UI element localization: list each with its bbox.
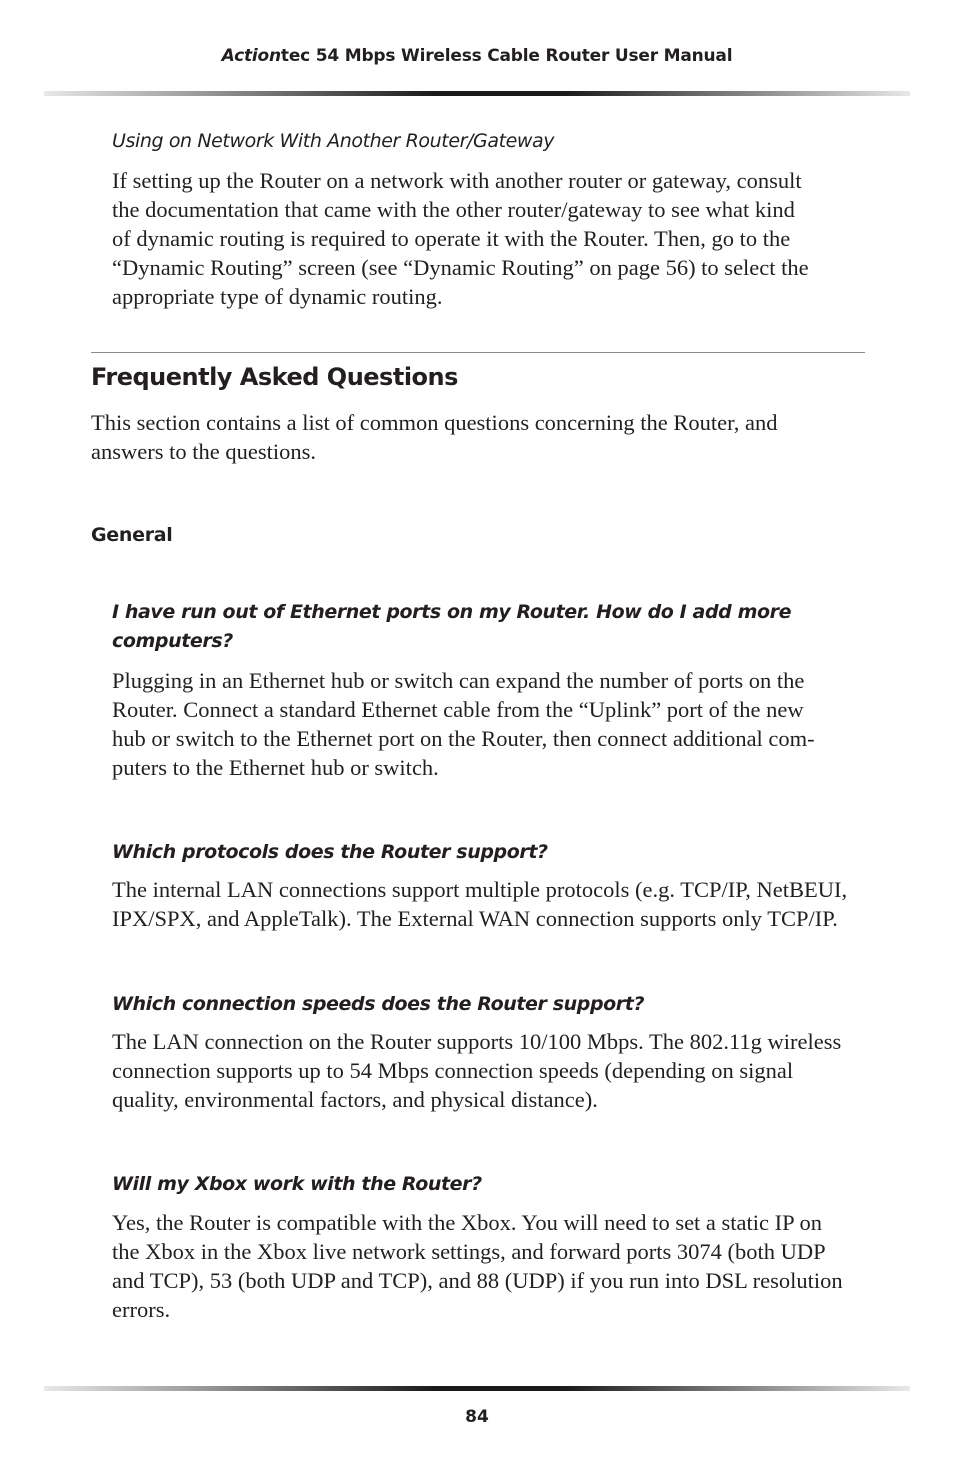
paragraph-line: the Xbox in the Xbox live network settings, and forward ports 3074 (both UDP: [112, 1239, 826, 1264]
answer-xbox: [112, 1208, 843, 1324]
question-xbox: [112, 1170, 482, 1199]
footer-rule: [44, 1386, 910, 1391]
router-gateway-section: [112, 127, 554, 156]
faq-section: [91, 363, 458, 391]
paragraph-line: IPX/SPX, and AppleTalk). The External WAN connection supports only TCP/IP.: [112, 906, 838, 931]
question-speeds: [112, 990, 644, 1019]
faq-title: Frequently Asked Questions: [91, 363, 458, 391]
paragraph-line: Plugging in an Ethernet hub or switch can expand the number of ports on the: [112, 668, 805, 693]
answer-ethernet-ports: [112, 666, 815, 782]
router-gateway-body: [112, 166, 809, 311]
paragraph-line: puters to the Ethernet hub or switch.: [112, 755, 439, 780]
question-protocols: [112, 838, 548, 867]
router-gateway-heading: Using on Network With Another Router/Gateway: [112, 130, 555, 152]
paragraph-line: and TCP), 53 (both UDP and TCP), and 88 (UDP) if you run into DSL resolution: [112, 1268, 843, 1293]
paragraph-line: This section contains a list of common questions concerning the Router, and: [91, 410, 778, 435]
question-ethernet-ports: [112, 598, 791, 656]
faq-intro: [91, 408, 777, 466]
question-heading: I have run out of Ethernet ports on my Router. How do I add more: [112, 601, 792, 623]
header-title-text: tec 54 Mbps Wireless Cable Router User Manual: [280, 46, 733, 66]
question-heading: computers?: [112, 630, 233, 652]
question-heading: Will my Xbox work with the Router?: [112, 1173, 482, 1195]
general-subsection: [91, 524, 173, 546]
paragraph-line: Yes, the Router is compatible with the Xbox. You will need to set a static IP on: [112, 1210, 822, 1235]
paragraph-line: of dynamic routing is required to operate it with the Router. Then, go to the: [112, 226, 791, 251]
section-divider: [91, 352, 865, 353]
paragraph-line: “Dynamic Routing” screen (see “Dynamic Routing” on page 56) to select the: [112, 255, 809, 280]
paragraph-line: quality, environmental factors, and physical distance).: [112, 1087, 598, 1112]
paragraph-line: appropriate type of dynamic routing.: [112, 284, 443, 309]
paragraph-line: hub or switch to the Ethernet port on the Router, then connect additional com-: [112, 726, 815, 751]
general-title: General: [91, 524, 173, 546]
paragraph-line: Router. Connect a standard Ethernet cable from the “Uplink” port of the new: [112, 697, 804, 722]
answer-speeds: [112, 1027, 841, 1114]
paragraph-line: the documentation that came with the other router/gateway to see what kind: [112, 197, 795, 222]
paragraph-line: The internal LAN connections support multiple protocols (e.g. TCP/IP, NetBEUI,: [112, 877, 848, 902]
paragraph-line: The LAN connection on the Router supports 10/100 Mbps. The 802.11g wireless: [112, 1029, 842, 1054]
header-brand-italic: Action: [221, 46, 281, 66]
answer-protocols: [112, 875, 847, 933]
running-header: [0, 46, 954, 66]
page-number: 84: [465, 1407, 489, 1427]
paragraph-line: answers to the questions.: [91, 439, 316, 464]
paragraph-line: connection supports up to 54 Mbps connection speeds (depending on signal: [112, 1058, 794, 1083]
question-heading: Which connection speeds does the Router support?: [112, 993, 645, 1015]
question-heading: Which protocols does the Router support?: [112, 841, 548, 863]
paragraph-line: If setting up the Router on a network with another router or gateway, consult: [112, 168, 802, 193]
paragraph-line: errors.: [112, 1297, 171, 1322]
header-rule: [44, 91, 910, 96]
